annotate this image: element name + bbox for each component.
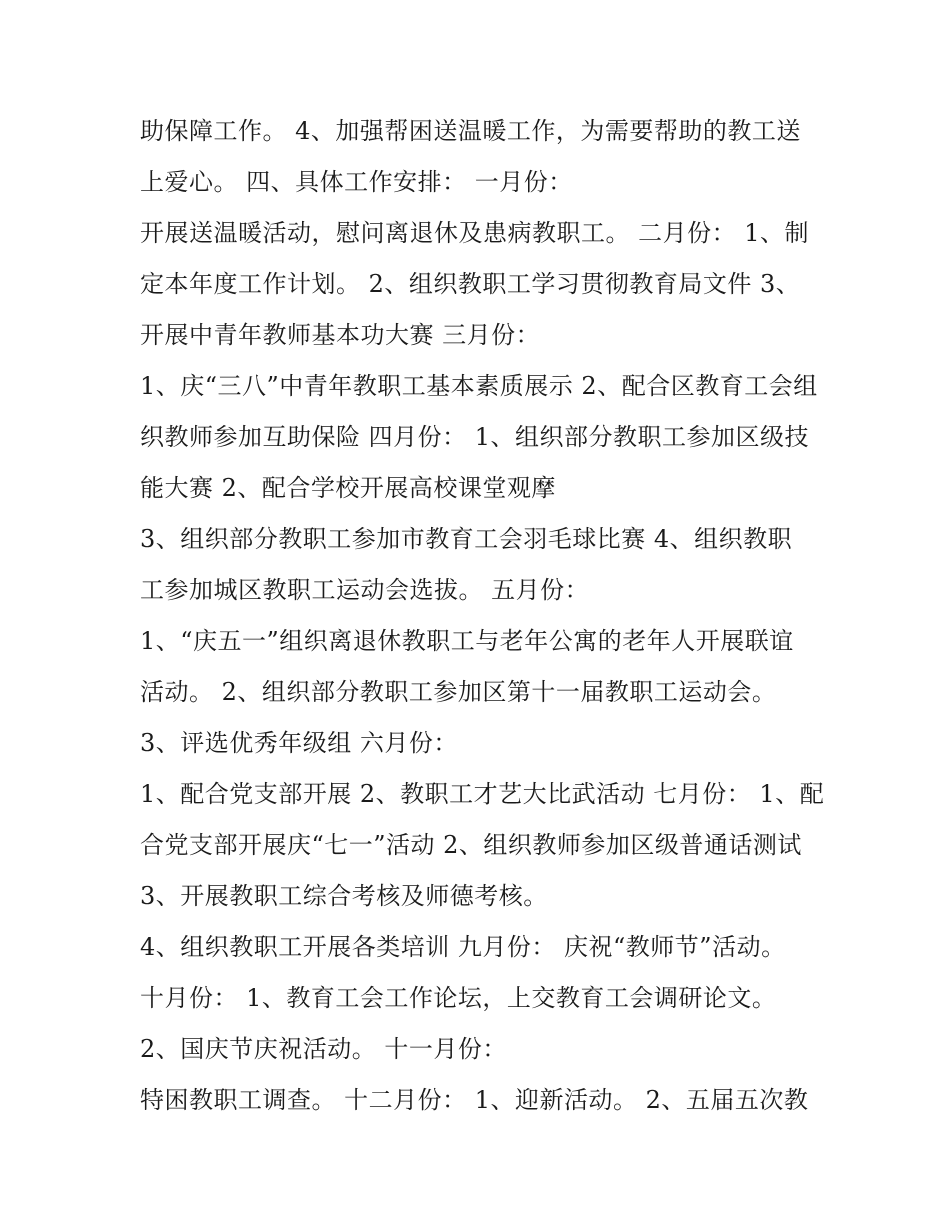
text-line: 织教师参加互助保险 四月份： 1、组织部分教职工参加区级技	[140, 423, 810, 451]
text-line: 能大赛 2、配合学校开展高校课堂观摩	[140, 474, 556, 502]
text-line: 合党支部开展庆“七一”活动 2、组织教师参加区级普通话测试	[140, 831, 802, 859]
text-line: 4、组织教职工开展各类培训 九月份： 庆祝“教师节”活动。	[140, 933, 786, 961]
text-line: 十月份： 1、教育工会工作论坛，上交教育工会调研论文。	[140, 984, 777, 1012]
document-body	[140, 106, 825, 1126]
text-line: 3、开展教职工综合考核及师德考核。	[140, 882, 548, 910]
text-line: 工参加城区教职工运动会选拔。 五月份：	[140, 576, 590, 604]
text-line: 1、庆“三八”中青年教职工基本素质展示 2、配合区教育工会组	[140, 372, 818, 400]
text-line: 3、组织部分教职工参加市教育工会羽毛球比赛 4、组织教职	[140, 525, 793, 553]
text-line: 2、国庆节庆祝活动。 十一月份：	[140, 1035, 507, 1063]
text-line: 1、配合党支部开展 2、教职工才艺大比武活动 七月份： 1、配	[140, 780, 825, 808]
text-line: 1、“庆五一”组织离退休教职工与老年公寓的老年人开展联谊	[140, 627, 794, 655]
text-line: 定本年度工作计划。 2、组织教职工学习贯彻教育局文件 3、	[140, 270, 801, 298]
text-line: 活动。 2、组织部分教职工参加区第十一届教职工运动会。	[140, 678, 777, 706]
text-line: 助保障工作。 4、加强帮困送温暖工作，为需要帮助的教工送	[140, 117, 801, 145]
text-line: 开展中青年教师基本功大赛 三月份：	[140, 321, 541, 349]
text-line: 3、评选优秀年级组 六月份：	[140, 729, 458, 757]
text-line: 特困教职工调查。 十二月份： 1、迎新活动。 2、五届五次教	[140, 1086, 809, 1114]
text-line: 开展送温暖活动，慰问离退休及患病教职工。 二月份： 1、制	[140, 219, 810, 247]
text-line: 上爱心。 四、具体工作安排： 一月份：	[140, 168, 573, 196]
